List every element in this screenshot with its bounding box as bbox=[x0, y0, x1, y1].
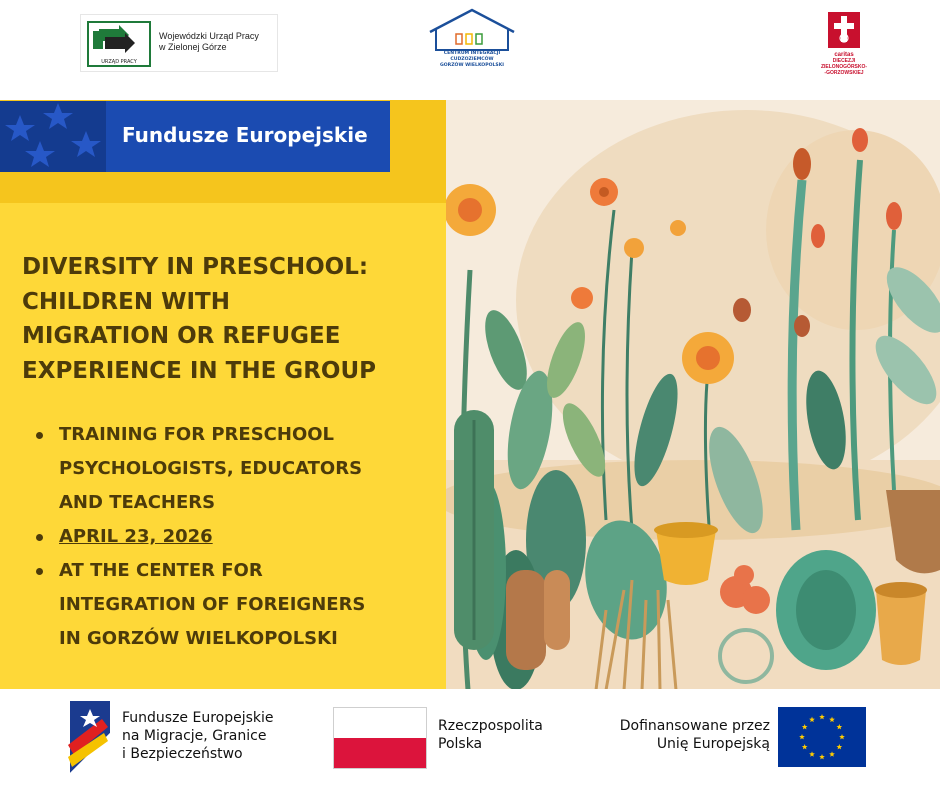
plants-illustration bbox=[446, 100, 940, 689]
caritas-cross-icon bbox=[828, 12, 860, 48]
venue-line3: IN GORZÓW WIELKOPOLSKI bbox=[59, 628, 338, 649]
eu-line2: Unię Europejską bbox=[656, 736, 770, 752]
venue-line1: AT THE CENTER FOR bbox=[59, 560, 263, 581]
poland-name bbox=[438, 717, 543, 753]
title-line3: MIGRATION OR REFUGEE bbox=[22, 323, 341, 349]
audience-line2: PSYCHOLOGISTS, EDUCATORS bbox=[59, 458, 363, 479]
poland-line1: Rzeczpospolita bbox=[438, 718, 543, 734]
eu-line1: Dofinansowane przez bbox=[619, 718, 770, 734]
caritas-sub-line1: DIECEZJI bbox=[832, 58, 856, 64]
detail-venue bbox=[30, 554, 440, 656]
fund-line2: na Migracje, Granice bbox=[122, 728, 267, 744]
event-date-link[interactable]: APRIL 23, 2026 bbox=[59, 526, 213, 547]
banner-star-field bbox=[0, 101, 106, 172]
caritas-diocese bbox=[812, 58, 876, 76]
cik-name-line1: CENTRUM INTEGRACJI CUDZOZIEMCÓW bbox=[443, 51, 501, 62]
eu-flag-icon bbox=[778, 707, 866, 767]
wup-name bbox=[159, 31, 259, 53]
garden-illustration-icon bbox=[446, 100, 940, 689]
event-title bbox=[22, 250, 432, 388]
eu-funding-note bbox=[592, 717, 770, 753]
eu-stars-icon bbox=[0, 101, 106, 172]
flag-white-stripe bbox=[334, 708, 426, 738]
title-line2: CHILDREN WITH bbox=[22, 288, 230, 315]
fund-name bbox=[122, 709, 274, 763]
detail-audience bbox=[30, 418, 440, 520]
poland-flag-icon bbox=[333, 707, 427, 769]
funding-footer bbox=[0, 689, 940, 788]
audience-line3: AND TEACHERS bbox=[59, 492, 216, 513]
cik-name bbox=[422, 51, 522, 69]
venue-line2: INTEGRATION OF FOREIGNERS bbox=[59, 594, 366, 615]
caritas-logo bbox=[812, 12, 876, 88]
wup-name-line1: Wojewódzki Urząd Pracy bbox=[159, 31, 259, 41]
title-line1: DIVERSITY IN PRESCHOOL: bbox=[22, 254, 369, 280]
fund-line3: i Bezpieczeństwo bbox=[122, 746, 243, 762]
caritas-name: caritas bbox=[834, 52, 854, 58]
wup-logo bbox=[80, 14, 278, 72]
cik-name-line2: GORZÓW WIELKOPOLSKI bbox=[440, 63, 504, 68]
cik-logo bbox=[422, 6, 522, 70]
fundusze-europejskie-icon bbox=[68, 699, 112, 775]
banner-label: Fundusze Europejskie bbox=[122, 123, 368, 147]
caritas-sub-line3: -GORZOWSKIEJ bbox=[824, 70, 864, 76]
fund-line1: Fundusze Europejskie bbox=[122, 710, 274, 726]
audience-line1: TRAINING FOR PRESCHOOL bbox=[59, 424, 335, 445]
arrows-icon bbox=[89, 23, 149, 57]
wup-name-line2: w Zielonej Górze bbox=[159, 42, 227, 52]
wup-badge-caption: URZĄD PRACY bbox=[101, 59, 137, 65]
partner-logos-bar bbox=[0, 0, 940, 100]
event-details bbox=[30, 418, 440, 656]
caritas-sub-line2: ZIELONOGÓRSKO- bbox=[820, 64, 868, 70]
fundusze-banner bbox=[0, 101, 390, 172]
house-icon bbox=[422, 6, 522, 52]
flag-red-stripe bbox=[334, 738, 426, 768]
wup-badge bbox=[87, 21, 151, 67]
title-line4: EXPERIENCE IN THE GROUP bbox=[22, 357, 376, 384]
detail-date bbox=[30, 520, 440, 554]
poland-line2: Polska bbox=[438, 736, 483, 752]
